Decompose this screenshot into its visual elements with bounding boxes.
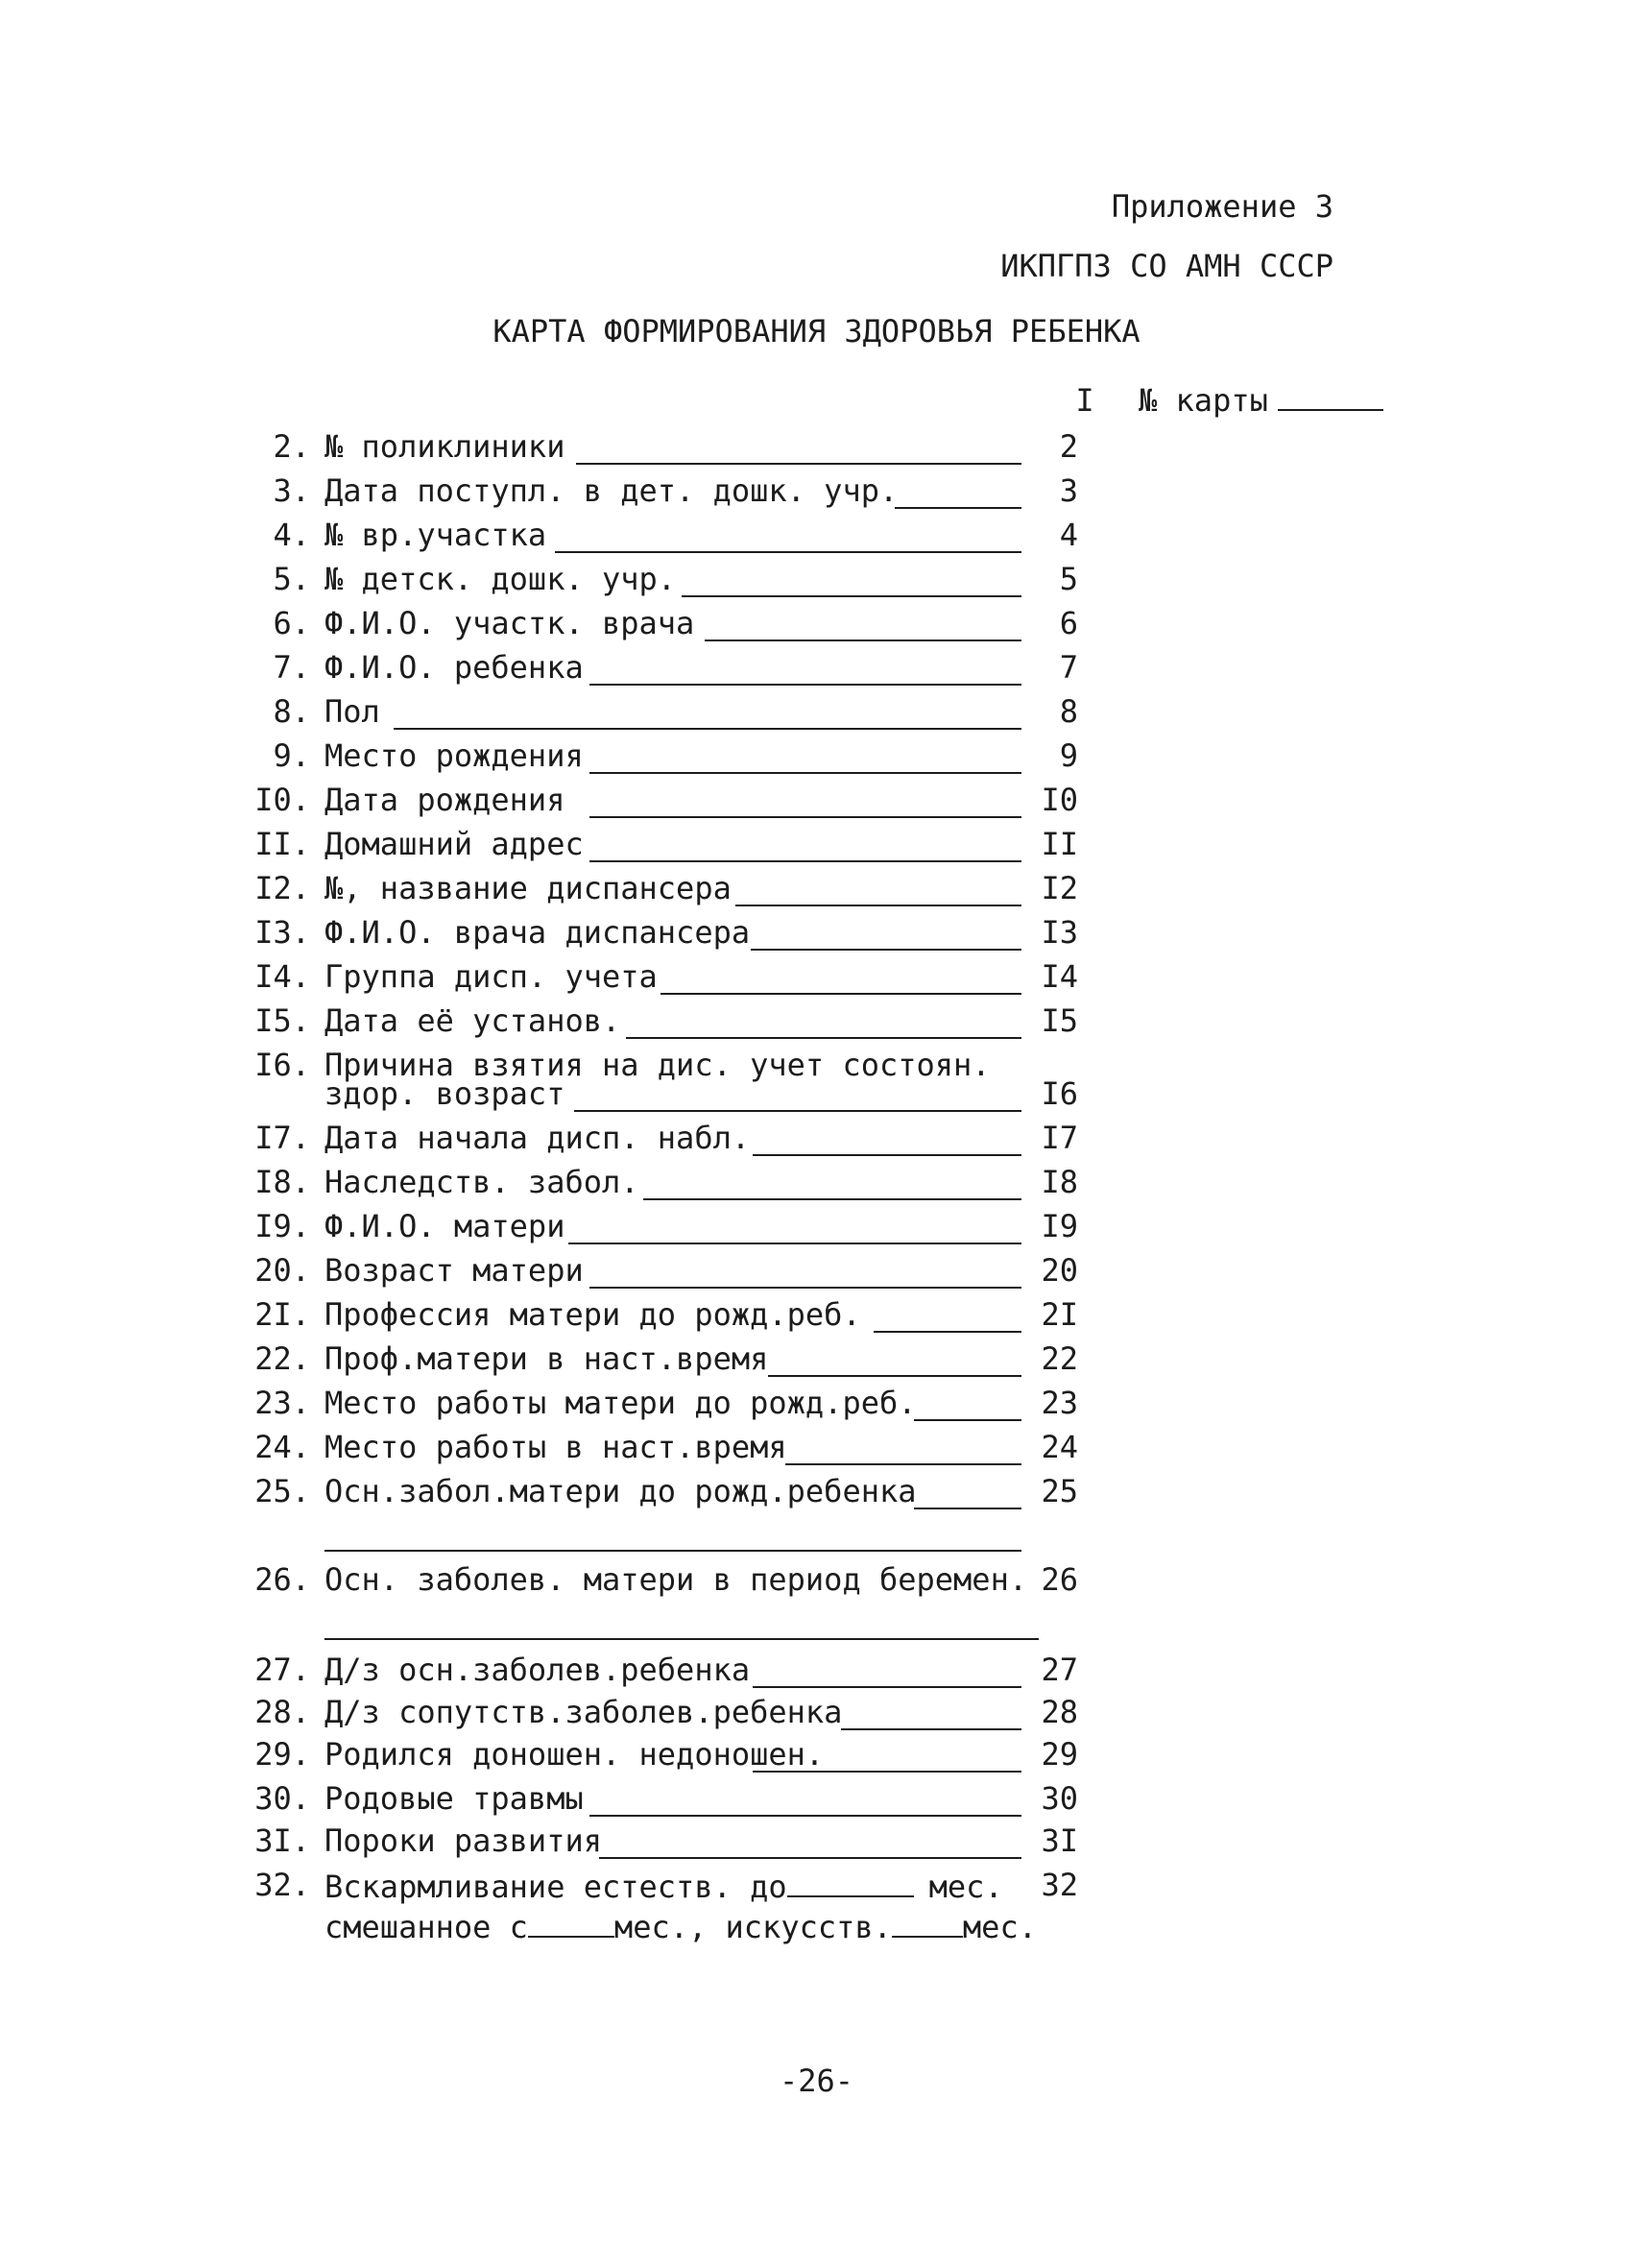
feeding-months-unit: мес.: [928, 1869, 1003, 1905]
field-label: Родовые травмы: [324, 1780, 584, 1817]
field-number: I6.: [254, 1047, 310, 1083]
field-code: I5: [1041, 1002, 1078, 1039]
field-label: Ф.И.О. ребенка: [324, 649, 584, 686]
field-blank-line[interactable]: [735, 905, 1021, 906]
field-label: Место работы матери до рожд.реб.: [324, 1385, 917, 1421]
field-label: Дата её установ.: [324, 1002, 621, 1039]
form-field-row: [0, 1385, 1633, 1429]
form-field-row: [0, 1296, 1633, 1340]
field-blank-line[interactable]: [589, 684, 1021, 686]
field-code: 7: [1059, 649, 1078, 686]
field-code: 28: [1041, 1694, 1078, 1730]
field-blank-line[interactable]: [785, 1463, 1021, 1465]
field-number: 22.: [254, 1340, 310, 1377]
field-code: 23: [1041, 1385, 1078, 1421]
field-number: 27.: [254, 1652, 310, 1688]
field-blank-line[interactable]: [914, 1419, 1021, 1421]
field-code: I2: [1041, 870, 1078, 906]
field-number: 30.: [254, 1780, 310, 1817]
form-field-row: [0, 958, 1633, 1002]
form-field-row: [0, 1164, 1633, 1208]
form-field-row: [0, 649, 1633, 693]
field-blank-line[interactable]: [753, 1686, 1021, 1688]
form-field-row: [0, 1047, 1633, 1112]
card-number-blank[interactable]: [1278, 380, 1383, 411]
form-field-row: [0, 914, 1633, 958]
field-number: 7.: [273, 649, 310, 686]
appendix-label: Приложение 3: [1111, 188, 1333, 225]
field-code: 4: [1059, 517, 1078, 553]
field-label: Д/з осн.заболев.ребенка: [324, 1652, 751, 1688]
field-code: 25: [1041, 1473, 1078, 1509]
field-blank-line[interactable]: [574, 1110, 1021, 1112]
form-field-row: [0, 1340, 1633, 1385]
field-number: 8.: [273, 693, 310, 730]
field-label: Пороки развития: [324, 1822, 602, 1859]
form-field-row: [0, 870, 1633, 914]
form-field-row: [0, 561, 1633, 605]
field-blank-line[interactable]: [751, 949, 1021, 951]
field-blank-line[interactable]: [555, 551, 1021, 553]
field-blank-line[interactable]: [660, 993, 1021, 995]
form-field-row: [0, 1002, 1633, 1047]
form-field-row: [0, 737, 1633, 782]
field-label: № детск. дошк. учр.: [324, 561, 677, 597]
field-code: 32: [1041, 1867, 1078, 1903]
field-code: I0: [1041, 782, 1078, 818]
field-code: 3: [1059, 472, 1078, 509]
field-number: 4.: [273, 517, 310, 553]
feeding-text-natural: Вскармливание естеств. до: [324, 1869, 787, 1905]
field-blank-line[interactable]: [568, 1243, 1021, 1244]
field-number: I8.: [254, 1164, 310, 1200]
field-blank-line[interactable]: [753, 1771, 1021, 1773]
field-code: I8: [1041, 1164, 1078, 1200]
field-number: 6.: [273, 605, 310, 641]
feeding-text-artificial: мес., искусств.: [613, 1909, 892, 1945]
field-code: 2: [1059, 428, 1078, 465]
form-field-row: [0, 605, 1633, 649]
field-number: 3.: [273, 472, 310, 509]
field-25-continuation-line[interactable]: [324, 1550, 1021, 1552]
field-number: 26.: [254, 1561, 310, 1598]
form-field-row: [0, 428, 1633, 472]
form-field-row: [0, 1561, 1633, 1605]
field-label: Ф.И.О. врача диспансера: [324, 914, 751, 951]
feeding-text-mixed: смешанное с: [324, 1909, 528, 1945]
form-field-row: [0, 782, 1633, 826]
field-number: I7.: [254, 1120, 310, 1156]
field-blank-line[interactable]: [914, 1508, 1021, 1509]
field-number: 3I.: [254, 1822, 310, 1859]
feeding-field: [0, 1867, 1633, 1911]
card-number-code: I: [1075, 382, 1094, 419]
field-code: 6: [1059, 605, 1078, 641]
form-field-row: [0, 1694, 1633, 1738]
form-field-row: [0, 1473, 1633, 1517]
field-code: 3I: [1041, 1822, 1078, 1859]
field-number: I5.: [254, 1002, 310, 1039]
field-label-continued: здор. возраст: [324, 1075, 565, 1112]
field-label: Ф.И.О. участк. врача: [324, 605, 695, 641]
form-field-row: [0, 1736, 1633, 1780]
field-label: Проф.матери в наст.время: [324, 1340, 769, 1377]
form-field-row: [0, 1822, 1633, 1867]
field-label: Место рождения: [324, 737, 584, 774]
field-code: I4: [1041, 958, 1078, 995]
field-blank-line[interactable]: [589, 1815, 1021, 1817]
field-code: 9: [1059, 737, 1078, 774]
form-field-row: [0, 1429, 1633, 1473]
field-code: 24: [1041, 1429, 1078, 1465]
feeding-mixed-months-blank[interactable]: [528, 1907, 614, 1938]
form-field-row: [0, 1252, 1633, 1296]
field-number: II.: [254, 826, 310, 862]
field-number: 25.: [254, 1473, 310, 1509]
field-code: 30: [1041, 1780, 1078, 1817]
field-label: Возраст матери: [324, 1252, 584, 1289]
field-number: I2.: [254, 870, 310, 906]
field-code: II: [1041, 826, 1078, 862]
field-number: I9.: [254, 1208, 310, 1244]
institute-label: ИКПГПЗ СО АМН СССР: [1000, 248, 1333, 284]
page-number: -26-: [779, 2063, 854, 2099]
field-code: 20: [1041, 1252, 1078, 1289]
form-field-row: [0, 1780, 1633, 1824]
field-26-continuation-line[interactable]: [324, 1638, 1039, 1640]
field-label: Дата начала дисп. набл.: [324, 1120, 751, 1156]
field-label: Дата рождения: [324, 782, 565, 818]
card-number-field: [1066, 380, 1383, 419]
field-label: № вр.участка: [324, 517, 547, 553]
field-blank-line[interactable]: [589, 1287, 1021, 1289]
form-field-row: [0, 1120, 1633, 1164]
field-label: Ф.И.О. матери: [324, 1208, 565, 1244]
field-label: Родился доношен. недоношен.: [324, 1736, 825, 1773]
form-field-row: [0, 826, 1633, 870]
feeding-artificial-months-blank[interactable]: [892, 1907, 963, 1938]
field-label: Наследств. забол.: [324, 1164, 639, 1200]
field-blank-line[interactable]: [753, 1154, 1021, 1156]
field-label: Осн. заболев. матери в период беремен.: [324, 1561, 1028, 1598]
form-field-row: [0, 517, 1633, 561]
field-blank-line[interactable]: [589, 860, 1021, 862]
field-blank-line[interactable]: [705, 639, 1021, 641]
field-blank-line[interactable]: [576, 463, 1021, 465]
field-blank-line[interactable]: [682, 595, 1021, 597]
field-number: I3.: [254, 914, 310, 951]
field-number: 28.: [254, 1694, 310, 1730]
field-code: 27: [1041, 1652, 1078, 1688]
field-blank-line[interactable]: [589, 816, 1021, 818]
field-label: Домашний адрес: [324, 826, 584, 862]
field-code: I6: [1041, 1075, 1078, 1112]
field-label: №, название диспансера: [324, 870, 732, 906]
field-blank-line[interactable]: [768, 1375, 1021, 1377]
form-field-row: [0, 1652, 1633, 1696]
field-blank-line[interactable]: [895, 507, 1021, 509]
field-label: Профессия матери до рожд.реб.: [324, 1296, 861, 1333]
field-blank-line[interactable]: [599, 1857, 1021, 1859]
field-label: Группа дисп. учета: [324, 958, 658, 995]
field-number: 32.: [254, 1867, 310, 1903]
field-number: I4.: [254, 958, 310, 995]
field-number: 20.: [254, 1252, 310, 1289]
field-blank-line[interactable]: [626, 1037, 1021, 1039]
field-label: Д/з сопутств.заболев.ребенка: [324, 1694, 843, 1730]
field-blank-line[interactable]: [589, 772, 1021, 774]
field-blank-line[interactable]: [841, 1728, 1021, 1730]
card-number-label: № карты: [1139, 382, 1268, 419]
field-number: 29.: [254, 1736, 310, 1773]
field-number: 9.: [273, 737, 310, 774]
field-label: Дата поступл. в дет. дошк. учр.: [324, 472, 899, 509]
field-label: № поликлиники: [324, 428, 565, 465]
field-number: I0.: [254, 782, 310, 818]
field-label: Пол: [324, 693, 380, 730]
field-label: Причина взятия на дис. учет состоян.: [324, 1047, 991, 1083]
field-number: 2I.: [254, 1296, 310, 1333]
form-field-row: [0, 472, 1633, 517]
field-code: 5: [1059, 561, 1078, 597]
field-code: 22: [1041, 1340, 1078, 1377]
field-code: I7: [1041, 1120, 1078, 1156]
feeding-line-2: [324, 1907, 1037, 1945]
form-title: КАРТА ФОРМИРОВАНИЯ ЗДОРОВЬЯ РЕБЕНКА: [492, 313, 1141, 350]
field-label: Место работы в наст.время: [324, 1429, 787, 1465]
form-field-row: [0, 1208, 1633, 1252]
field-code: 26: [1041, 1561, 1078, 1598]
field-code: 8: [1059, 693, 1078, 730]
field-label: Осн.забол.матери до рожд.ребенка: [324, 1473, 917, 1509]
field-number: 5.: [273, 561, 310, 597]
field-number: 23.: [254, 1385, 310, 1421]
field-number: 2.: [273, 428, 310, 465]
field-blank-line[interactable]: [394, 728, 1021, 730]
feeding-months-unit-2: мес.: [962, 1909, 1037, 1945]
field-code: 2I: [1041, 1296, 1078, 1333]
form-field-row: [0, 693, 1633, 737]
field-code: 29: [1041, 1736, 1078, 1773]
field-number: 24.: [254, 1429, 310, 1465]
field-blank-line[interactable]: [874, 1331, 1021, 1333]
field-code: I3: [1041, 914, 1078, 951]
field-code: I9: [1041, 1208, 1078, 1244]
field-blank-line[interactable]: [643, 1198, 1021, 1200]
